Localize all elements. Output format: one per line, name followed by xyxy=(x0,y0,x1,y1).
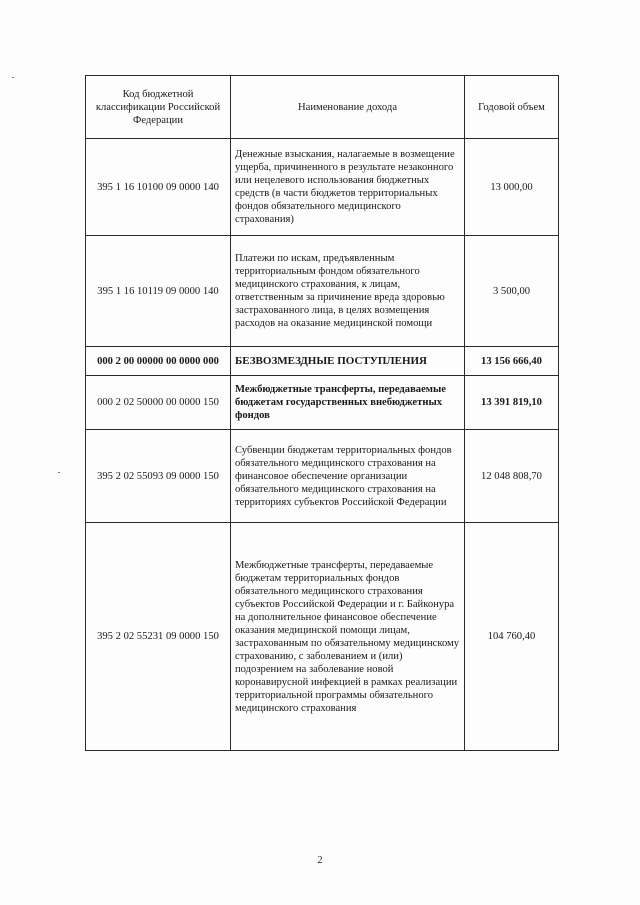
page-number: 2 xyxy=(317,855,323,866)
row-volume: 13 000,00 xyxy=(465,139,559,236)
row-name: Платежи по искам, предъявленным территориальным фондом обязательного медицинского страхования, к лицам, ответственным за причинение вреда здоровью застрахованного лица, в целях возмещения расходов на оказание медицинской помощи xyxy=(231,236,465,347)
table-row xyxy=(86,523,559,751)
revenue-table xyxy=(85,75,559,751)
scan-speck xyxy=(58,472,60,473)
row-volume: 3 500,00 xyxy=(465,236,559,347)
header-name: Наименование дохода xyxy=(231,76,465,139)
table-row xyxy=(86,376,559,430)
table-header-row xyxy=(86,76,559,139)
row-code: 000 2 02 50000 00 0000 150 xyxy=(86,376,231,430)
row-code: 395 2 02 55231 09 0000 150 xyxy=(86,523,231,751)
table-row xyxy=(86,347,559,376)
row-name: Межбюджетные трансферты, передаваемые бюджетам государственных внебюджетных фондов xyxy=(231,376,465,430)
row-name: Межбюджетные трансферты, передаваемые бюджетам территориальных фондов обязательного медицинского страхования субъектов Российской Федерации и г. Байконура на дополнительное финансовое обеспечение оказания медицинской помощи лицам, застрахованным по обязательному медицинскому страхованию, с заболеванием и (или) подозрением на заболевание новой коронавирусной инфекцией в рамках реализации территориальной программы обязательного медицинского страхования xyxy=(231,523,465,751)
row-code: 395 2 02 55093 09 0000 150 xyxy=(86,430,231,523)
row-volume: 12 048 808,70 xyxy=(465,430,559,523)
row-name: БЕЗВОЗМЕЗДНЫЕ ПОСТУПЛЕНИЯ xyxy=(231,347,465,376)
row-name: Субвенции бюджетам территориальных фондов обязательного медицинского страхования на финансовое обеспечение организации обязательного медицинского страхования на территориях субъектов Российской Федерации xyxy=(231,430,465,523)
row-code: 395 1 16 10100 09 0000 140 xyxy=(86,139,231,236)
row-volume: 13 391 819,10 xyxy=(465,376,559,430)
table-row xyxy=(86,139,559,236)
scan-speck xyxy=(12,77,14,78)
header-volume: Годовой объем xyxy=(465,76,559,139)
header-code: Код бюджетной классификации Российской Федерации xyxy=(86,76,231,139)
row-name: Денежные взыскания, налагаемые в возмещение ущерба, причиненного в результате незаконного или нецелевого использования бюджетных средств (в части бюджетов территориальных фондов обязательного медицинского страхования) xyxy=(231,139,465,236)
row-code: 395 1 16 10119 09 0000 140 xyxy=(86,236,231,347)
table-row xyxy=(86,236,559,347)
row-volume: 13 156 666,40 xyxy=(465,347,559,376)
row-volume: 104 760,40 xyxy=(465,523,559,751)
table-row xyxy=(86,430,559,523)
row-code: 000 2 00 00000 00 0000 000 xyxy=(86,347,231,376)
